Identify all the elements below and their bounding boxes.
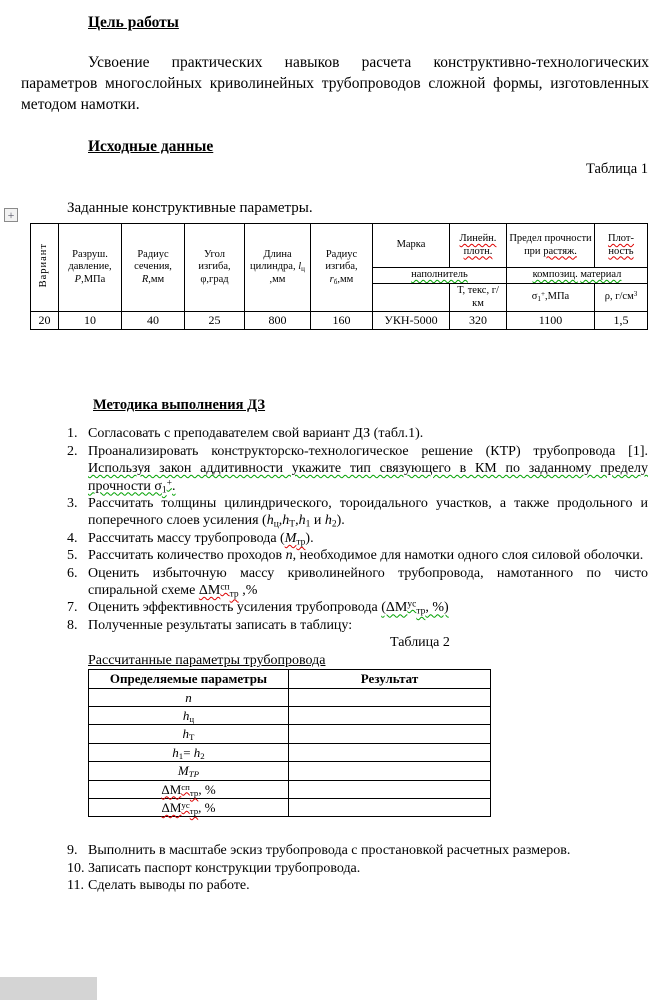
table2-param-cell: $h_Т$: [89, 725, 289, 743]
list-item: [67, 443, 648, 495]
table1-value-section-radius: 40: [122, 312, 185, 329]
list-item-number: 4.: [67, 530, 78, 546]
table1-unit-sigma: $\sigma_1^+,МПа$: [507, 284, 595, 312]
table2-param-cell: $М_{ТР}$: [89, 762, 289, 780]
table1-value-bend-angle: 25: [185, 312, 245, 329]
list-item: [67, 565, 648, 600]
list-item-number: 2.: [67, 443, 78, 459]
table1-unit-blank: [373, 284, 450, 312]
table2-caption: Рассчитанные параметры трубопровода: [88, 652, 326, 668]
table2-param-cell: $\Delta М^{ус}_{тр}$, %: [89, 798, 289, 816]
table1-col-section-radius: Радиус сечения, R,мм: [122, 224, 185, 312]
list-item-text: Рассчитать количество проходов n, необходимое для намотки одного слоя силовой оболочки.: [88, 548, 644, 564]
table1-value-cylinder-length: 800: [245, 312, 311, 329]
list-item: [67, 877, 648, 894]
table1-value-variant: 20: [31, 312, 59, 329]
method-heading: Методика выполнения ДЗ: [93, 397, 266, 413]
table2-param-cell: $h_ц$: [89, 706, 289, 724]
list-item-text: Рассчитать массу трубопровода $(М_{тр})$.: [88, 530, 314, 548]
table1-col-tensile-strength: Предел прочности при растяж.: [507, 224, 595, 268]
table2-result-cell: [289, 706, 491, 724]
table1-caption: Заданные конструктивные параметры.: [67, 200, 313, 216]
list-item: [67, 860, 648, 877]
table-row: [89, 688, 491, 706]
table2-param-cell: $\Delta М^{сп}_{тр}$, %: [89, 780, 289, 798]
page-edge-artifact: [0, 977, 97, 1000]
table-row: [89, 762, 491, 780]
table2-result-cell: [289, 798, 491, 816]
list-item: [67, 547, 648, 564]
list-item-text: Сделать выводы по работе.: [88, 878, 250, 894]
list-item-number: 3.: [67, 496, 78, 512]
list-item: [67, 495, 648, 530]
table1-col-variant: [31, 224, 59, 312]
table1-label: Таблица 1: [585, 161, 648, 177]
table1-col-density: Плот-ность: [595, 224, 648, 268]
goal-heading: Цель работы: [88, 14, 179, 31]
list-item-number: 5.: [67, 548, 78, 564]
list-item-number: 8.: [67, 617, 78, 633]
table1-col-linear-density: Линейн. плотн.: [450, 224, 507, 268]
table-row: [89, 798, 491, 816]
table2-result-cell: [289, 688, 491, 706]
table1-unit-tex: Т, текс, г/км: [450, 284, 507, 312]
goal-paragraph: Усвоение практических навыков расчета конструктивно-технологических параметров многослойных криволинейных трубопроводов сложной формы, изготовленных методом намотки.: [21, 54, 649, 113]
table-row: [89, 780, 491, 798]
table1-value-linear-density: 320: [450, 312, 507, 329]
list-item-text: Оценить избыточную массу криволинейного трубопровода, намотанного по чисто спиральной схеме $\Delta М^{сп}_{тр}$ ,%: [88, 565, 648, 600]
table2-param-cell: n: [89, 688, 289, 706]
list-item: [67, 530, 648, 547]
list-item-text: Рассчитать толщины цилиндрического, тороидального участков, а также продольного и поперечного слоев усиления ($h_ц,h_Т,h_1$ и $h_2$).: [88, 496, 648, 530]
table1-col-bend-angle: Угол изгиба, φ,град: [185, 224, 245, 312]
table2-header-parameters: Определяемые параметры: [89, 670, 289, 688]
table2-label: Таблица 2: [390, 635, 450, 651]
table1-subheader-composite: композиц. материал: [507, 268, 648, 284]
list-item-number: 1.: [67, 426, 78, 442]
table1-header-row: [31, 224, 648, 268]
list-item: [67, 617, 648, 634]
table2-param-cell: $h_1= h_2$: [89, 743, 289, 761]
list-item-number: 6.: [67, 565, 78, 581]
table1-value-mark: УКН-5000: [373, 312, 450, 329]
table2-result-cell: [289, 743, 491, 761]
list-item-text: Записать паспорт конструкции трубопровода.: [88, 860, 361, 876]
table1-value-density: 1,5: [595, 312, 648, 329]
table2-result-cell: [289, 762, 491, 780]
table1-value-bend-radius: 160: [311, 312, 373, 329]
table1-subheader-filler: наполнитель: [373, 268, 507, 284]
table1-col-pressure: Разруш. давление, P,МПа: [59, 224, 122, 312]
table1-value-pressure: 10: [59, 312, 122, 329]
variant-vertical-label: Вариант: [38, 243, 50, 288]
list-item: [67, 842, 648, 859]
table-row: [89, 725, 491, 743]
list-item: [67, 425, 648, 442]
table1-given-parameters: [30, 223, 648, 330]
inputs-heading: Исходные данные: [88, 138, 214, 155]
table-anchor-icon[interactable]: +: [4, 208, 18, 222]
table1-col-mark: Марка: [373, 224, 450, 268]
table-row: [89, 706, 491, 724]
list-item-number: 11.: [67, 878, 84, 894]
list-item: [67, 599, 648, 616]
table1-col-bend-radius: Радиус изгиба, $r_б,мм$: [311, 224, 373, 312]
list-item-text: Полученные результаты записать в таблицу:: [88, 617, 353, 633]
table2-calculated-parameters: [88, 669, 491, 817]
list-item-text: Согласовать с преподавателем свой вариант ДЗ (табл.1).: [88, 426, 424, 442]
table1-unit-rho: ρ, $г/см^3$: [595, 284, 648, 312]
table1-value-strength: 1100: [507, 312, 595, 329]
table2-result-cell: [289, 725, 491, 743]
list-item-text: Выполнить в масштабе эскиз трубопровода с простановкой расчетных размеров.: [88, 843, 571, 859]
list-item-text: Оценить эффективность усиления трубопровода ($\Delta М^{ус}_{тр}$, %): [88, 600, 449, 617]
list-item-text: Проанализировать конструкторско-технологическое решение (КТР) трубопровода [1]. Используя закон аддитивности укажите тип связующего в КМ по заданному пределу прочности $\sigma_1^+$.: [88, 443, 648, 495]
table-row: [89, 743, 491, 761]
method-section: [67, 397, 648, 895]
table2-result-cell: [289, 780, 491, 798]
list-item-number: 7.: [67, 600, 78, 616]
list-item-number: 9.: [67, 843, 78, 859]
table2-header-result: Результат: [289, 670, 491, 688]
table1-col-cylinder-length: Длина цилиндра, $l_ц$ ,мм: [245, 224, 311, 312]
table2-header-row: [89, 670, 491, 688]
list-item-number: 10.: [67, 860, 85, 876]
table1-values-row: [31, 312, 648, 329]
